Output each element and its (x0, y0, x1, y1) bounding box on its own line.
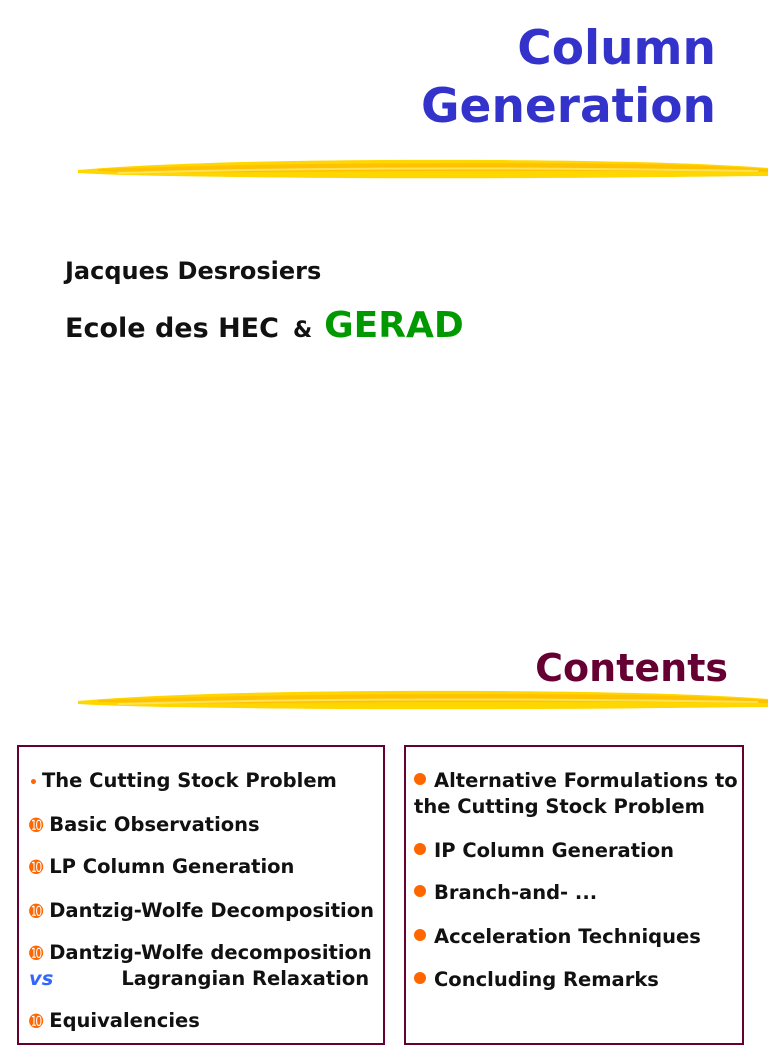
list-item: Acceleration Techniques (414, 925, 701, 949)
list-item: ➓ Dantzig-Wolfe Decomposition (29, 899, 375, 922)
affiliation-ampersand: & (292, 318, 313, 343)
orange-dot-icon (414, 885, 426, 897)
affiliation-lab: GERAD (324, 305, 464, 346)
vs-label: vs (29, 967, 54, 990)
circled-ten-icon: ➓ (29, 858, 44, 878)
small-dot-icon: • (29, 775, 38, 791)
title-line-1: Column (517, 21, 716, 76)
brushstroke-divider-top (78, 154, 768, 184)
circled-ten-icon: ➓ (29, 944, 44, 964)
list-item-continuation: the Cutting Stock Problem (414, 795, 705, 818)
circled-ten-icon: ➓ (29, 816, 44, 836)
list-item: ➓ LP Column Generation (29, 855, 295, 878)
list-item: Alternative Formulations to (414, 769, 738, 793)
author-name: Jacques Desrosiers (65, 257, 322, 285)
list-item: Branch-and- ... (414, 881, 597, 905)
contents-title: Contents (535, 646, 728, 690)
title-line-2: Generation (420, 79, 716, 134)
circled-ten-icon: ➓ (29, 1012, 44, 1032)
list-item-continuation: vs Lagrangian Relaxation (29, 967, 370, 990)
list-item: Concluding Remarks (414, 968, 659, 992)
affiliation-school: Ecole des HEC (65, 313, 279, 344)
orange-dot-icon (414, 972, 426, 984)
circled-ten-icon: ➓ (29, 902, 44, 922)
list-item: ➓ Basic Observations (29, 813, 260, 836)
list-item: • The Cutting Stock Problem (29, 769, 337, 792)
list-item: ➓ Equivalencies (29, 1009, 200, 1032)
orange-dot-icon (414, 843, 426, 855)
affiliation-line (65, 305, 464, 346)
orange-dot-icon (414, 929, 426, 941)
list-item: ➓ Dantzig-Wolfe decomposition (29, 941, 372, 964)
slide-title (421, 20, 716, 136)
brushstroke-divider-bottom (78, 684, 768, 714)
orange-dot-icon (414, 773, 426, 785)
list-item: IP Column Generation (414, 839, 674, 863)
contents-left-panel (17, 745, 385, 1045)
contents-right-panel (404, 745, 744, 1045)
